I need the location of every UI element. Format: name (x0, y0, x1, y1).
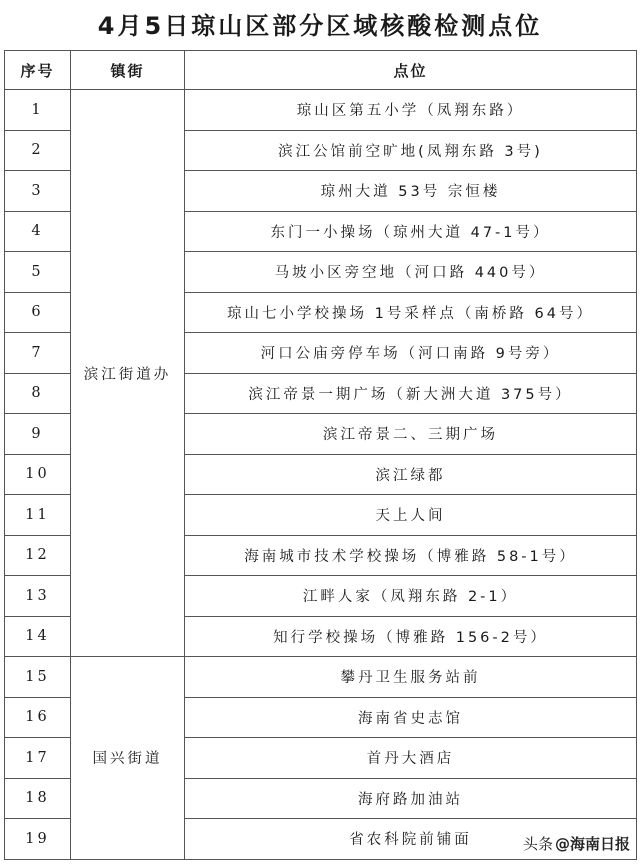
row-index: 15 (5, 657, 71, 698)
row-index: 13 (5, 576, 71, 617)
site-cell: 琼州大道 53号 宗恒楼 (185, 171, 637, 212)
site-cell: 江畔人家（凤翔东路 2-1） (185, 576, 637, 617)
site-cell: 天上人间 (185, 495, 637, 536)
site-cell: 滨江公馆前空旷地(凤翔东路 3号) (185, 130, 637, 171)
site-cell: 马坡小区旁空地（河口路 440号） (185, 252, 637, 293)
site-cell: 知行学校操场（博雅路 156-2号） (185, 616, 637, 657)
table-row (5, 90, 637, 131)
header-site: 点位 (185, 51, 637, 90)
row-index: 18 (5, 778, 71, 819)
table-row (5, 657, 637, 698)
testing-sites-table (4, 50, 637, 860)
row-index: 6 (5, 292, 71, 333)
row-index: 19 (5, 819, 71, 860)
row-index: 8 (5, 373, 71, 414)
row-index: 2 (5, 130, 71, 171)
table-body (5, 90, 637, 860)
site-cell: 河口公庙旁停车场（河口南路 9号旁） (185, 333, 637, 374)
row-index: 12 (5, 535, 71, 576)
row-index: 10 (5, 454, 71, 495)
row-index: 17 (5, 738, 71, 779)
site-cell: 海府路加油站 (185, 778, 637, 819)
table-header-row (5, 51, 637, 90)
page-title: 4月5日琼山区部分区域核酸检测点位 (97, 12, 543, 40)
town-cell: 滨江街道办 (71, 90, 185, 657)
row-index: 3 (5, 171, 71, 212)
row-index: 7 (5, 333, 71, 374)
site-cell: 海南省史志馆 (185, 697, 637, 738)
row-index: 11 (5, 495, 71, 536)
site-cell: 滨江帝景二、三期广场 (185, 414, 637, 455)
row-index: 5 (5, 252, 71, 293)
site-cell: 滨江帝景一期广场（新大洲大道 375号） (185, 373, 637, 414)
site-cell: 省农科院前铺面 (185, 819, 637, 860)
site-cell: 攀丹卫生服务站前 (185, 657, 637, 698)
watermark-source: @海南日报 (554, 835, 630, 853)
row-index: 1 (5, 90, 71, 131)
header-town: 镇街 (71, 51, 185, 90)
site-cell: 琼山七小学校操场 1号采样点（南桥路 64号） (185, 292, 637, 333)
site-cell: 琼山区第五小学（凤翔东路） (185, 90, 637, 131)
watermark-prefix: 头条 (522, 835, 553, 853)
row-index: 4 (5, 211, 71, 252)
town-cell: 国兴街道 (71, 657, 185, 860)
row-index: 14 (5, 616, 71, 657)
site-cell: 滨江绿都 (185, 454, 637, 495)
site-cell: 东门一小操场（琼州大道 47-1号） (185, 211, 637, 252)
source-watermark (523, 833, 630, 854)
header-index: 序号 (5, 51, 71, 90)
site-cell: 海南城市技术学校操场（博雅路 58-1号） (185, 535, 637, 576)
row-index: 9 (5, 414, 71, 455)
row-index: 16 (5, 697, 71, 738)
site-cell: 首丹大酒店 (185, 738, 637, 779)
